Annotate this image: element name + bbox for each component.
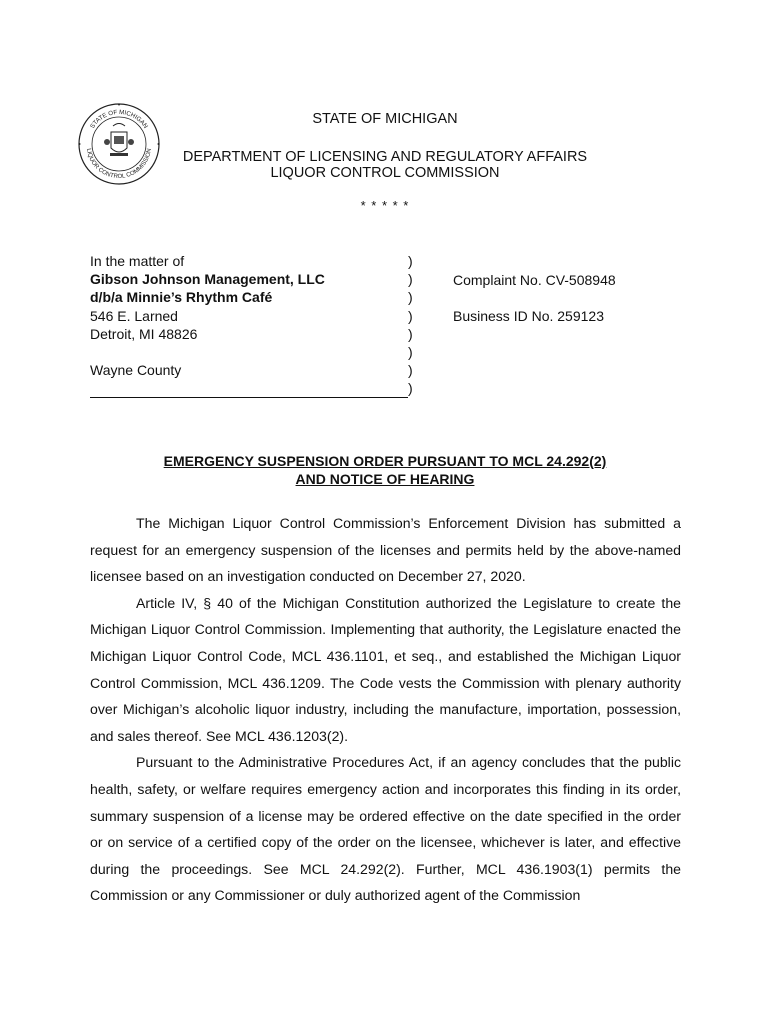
state-heading: STATE OF MICHIGAN: [312, 111, 458, 127]
department-heading: DEPARTMENT OF LICENSING AND REGULATORY AFFAIRS: [182, 149, 588, 165]
caption-licensee-name: Gibson Johnson Management, LLC: [90, 271, 325, 288]
paren: ): [408, 253, 413, 269]
order-body: [90, 510, 681, 909]
paren: ): [408, 307, 413, 324]
paragraph: The Michigan Liquor Control Commission’s Enforcement Division has submitted a request for an emergency suspension of the licenses and permits held by the above-named licensee based on an investigation conducted on December 27, 2020.: [90, 515, 681, 585]
paren: ): [408, 380, 413, 397]
commission-heading: LIQUOR CONTROL COMMISSION: [270, 165, 500, 181]
caption-matter: In the matter of: [90, 253, 185, 269]
svg-text:LIQUOR CONTROL COMMISSION: LIQUOR CONTROL COMMISSION: [85, 148, 153, 181]
paren: ): [408, 344, 413, 361]
case-caption: [90, 252, 325, 379]
caption-city: Detroit, MI 48826: [90, 325, 198, 342]
paragraph: Pursuant to the Administrative Procedures Act, if an agency concludes that the public health, safety, or welfare requires emergency action and incorporates this finding in its order, summary suspension of a license may be ordered effective on the date specified in the order or on service of a certified copy of the order on the licensee, whichever is later, and effective during the proceedings. See MCL 24.292(2). Further, MCL 436.1903(1) permits the Commission or any Commissioner or duly authorized agent of the Commission: [90, 754, 681, 904]
business-id: Business ID No. 259123: [453, 308, 604, 324]
caption-parentheses: [408, 252, 413, 398]
svg-text:STATE OF MICHIGAN: STATE OF MICHIGAN: [88, 108, 150, 130]
complaint-number: Complaint No. CV-508948: [453, 272, 616, 288]
caption-dba: d/b/a Minnie’s Rhythm Café: [90, 289, 273, 306]
order-title-line-2: [0, 470, 770, 488]
paren: ): [408, 289, 413, 306]
paragraph: Article IV, § 40 of the Michigan Constitution authorized the Legislature to create the Michigan Liquor Control Commission. Implementing that authority, the Legislature enacted the Michigan Liquor Control Code, MCL 436.1101, et seq., and established the Michigan Liquor Control Commission, MCL 436.1209. The Code vests the Commission with plenary authority over Michigan’s alcoholic liquor industry, including the manufacture, importation, possession, and sales thereof. See MCL 436.1203(2).: [90, 594, 681, 744]
caption-address: 546 E. Larned: [90, 307, 178, 324]
order-title-text-2: AND NOTICE OF HEARING: [295, 471, 475, 487]
order-title-text-1: EMERGENCY SUSPENSION ORDER PURSUANT TO MCL 24.292(2): [163, 453, 607, 469]
paren: ): [408, 362, 413, 379]
paren: ): [408, 325, 413, 342]
caption-underline: [90, 397, 408, 398]
section-separator: * * * * *: [360, 198, 410, 213]
paren: ): [408, 271, 413, 288]
caption-blank: [90, 343, 325, 361]
order-title-line-1: [0, 452, 770, 470]
caption-county: Wayne County: [90, 362, 182, 379]
